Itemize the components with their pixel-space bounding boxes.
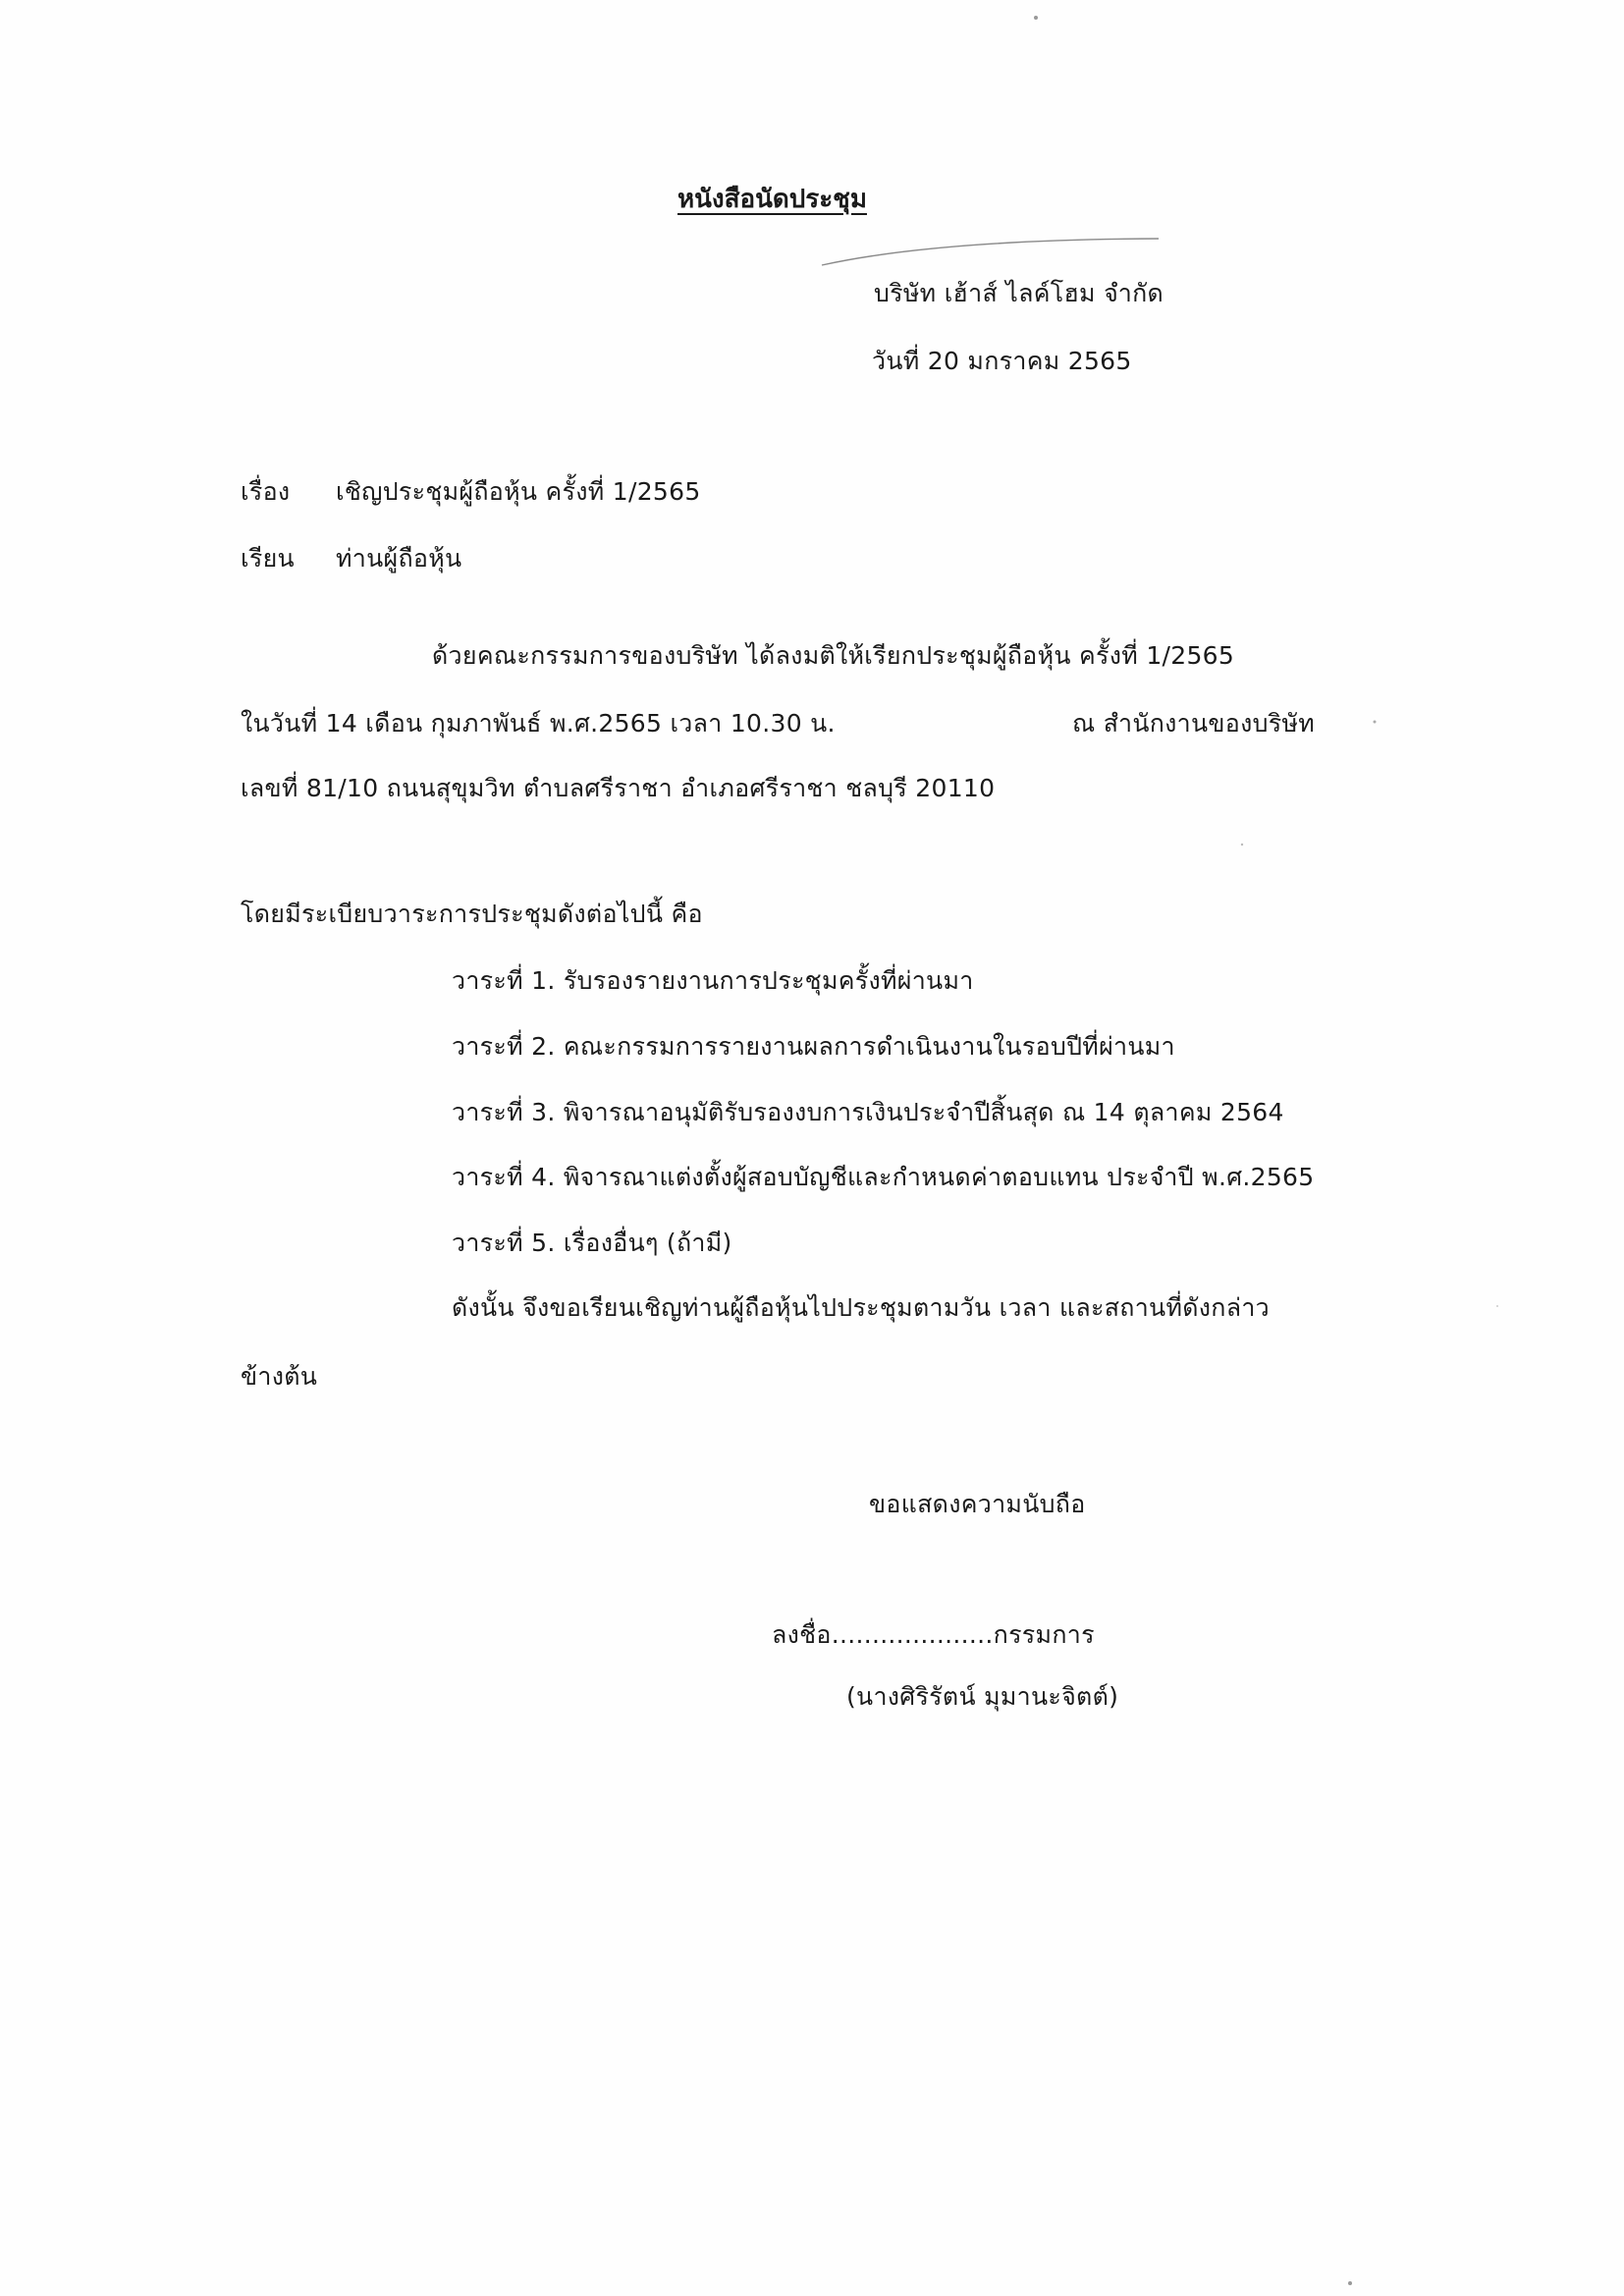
agenda-item-1: วาระที่ 1. รับรองรายงานการประชุมครั้งที่ผ่านมา (452, 966, 974, 995)
company-name: บริษัท เฮ้าส์ ไลค์โฮม จำกัด (874, 279, 1164, 307)
signer-name: (นางศิริรัตน์ มุมานะจิตต์) (846, 1682, 1119, 1711)
recipient-text: ท่านผู้ถือหุ้น (336, 544, 462, 573)
document-title: หนังสือนัดประชุม (677, 185, 867, 214)
subject-label: เรื่อง (241, 477, 291, 506)
closing-line-2: ข้างต้น (241, 1362, 318, 1391)
agenda-item-3: วาระที่ 3. พิจารณาอนุมัติรับรองงบการเงินประจำปีสิ้นสุด ณ 14 ตุลาคม 2564 (452, 1098, 1284, 1126)
body-line-1: ด้วยคณะกรรมการของบริษัท ได้ลงมติให้เรียกประชุมผู้ถือหุ้น ครั้งที่ 1/2565 (432, 641, 1235, 670)
agenda-item-5: วาระที่ 5. เรื่องอื่นๆ (ถ้ามี) (452, 1229, 732, 1257)
letter-date: วันที่ 20 มกราคม 2565 (872, 347, 1132, 375)
regards: ขอแสดงความนับถือ (869, 1490, 1086, 1518)
closing-line-1: ดังนั้น จึงขอเรียนเชิญท่านผู้ถือหุ้นไปประชุมตามวัน เวลา และสถานที่ดังกล่าว (452, 1293, 1270, 1322)
decorative-curve-stroke (820, 236, 1164, 275)
agenda-item-4: วาระที่ 4. พิจารณาแต่งตั้งผู้สอบบัญชีและกำหนดค่าตอบแทน ประจำปี พ.ศ.2565 (452, 1163, 1315, 1191)
agenda-item-2: วาระที่ 2. คณะกรรมการรายงานผลการดำเนินงานในรอบปีที่ผ่านมา (452, 1032, 1175, 1061)
body-line-2-date: ในวันที่ 14 เดือน กุมภาพันธ์ พ.ศ.2565 เวลา 10.30 น. (241, 709, 836, 738)
signature-line: ลงชื่อ....................กรรมการ (772, 1620, 1095, 1649)
body-line-3-address: เลขที่ 81/10 ถนนสุขุมวิท ตำบลศรีราชา อำเภอศรีราชา ชลบุรี 20110 (241, 774, 996, 802)
subject-text: เชิญประชุมผู้ถือหุ้น ครั้งที่ 1/2565 (336, 477, 701, 506)
agenda-intro: โดยมีระเบียบวาระการประชุมดังต่อไปนี้ คือ (241, 900, 703, 928)
body-line-2-place: ณ สำนักงานของบริษัท (1072, 709, 1316, 738)
recipient-label: เรียน (241, 544, 295, 573)
